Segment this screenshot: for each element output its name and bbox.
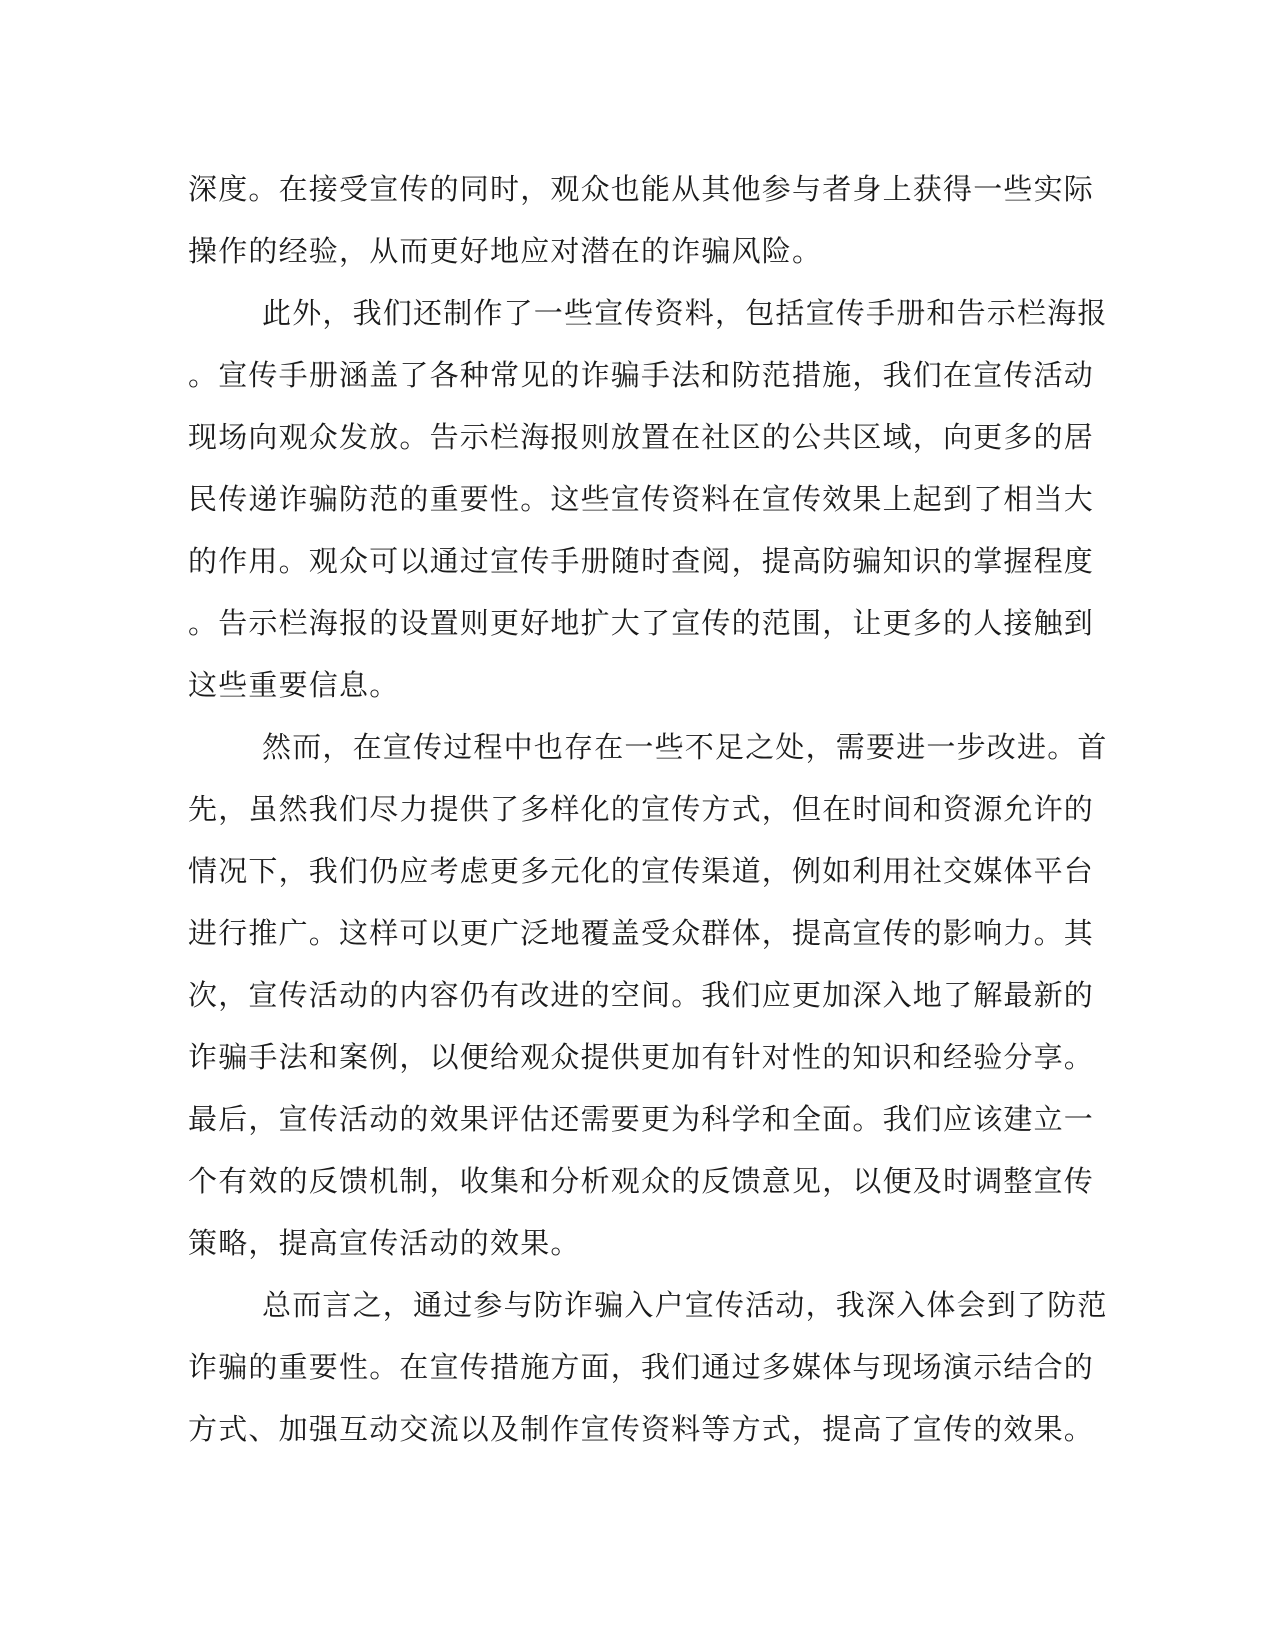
text-line: 此外，我们还制作了一些宣传资料，包括宣传手册和告示栏海报	[262, 296, 1108, 330]
text-line: 这些重要信息。	[188, 668, 400, 702]
document-body	[188, 158, 1108, 1460]
text-line: 深度。在接受宣传的同时，观众也能从其他参与者身上获得一些实际	[188, 172, 1095, 206]
text-line: 情况下，我们仍应考虑更多元化的宣传渠道，例如利用社交媒体平台	[188, 854, 1095, 888]
text-line: 然而，在宣传过程中也存在一些不足之处，需要进一步改进。首	[262, 730, 1108, 764]
text-line: 。告示栏海报的设置则更好地扩大了宣传的范围，让更多的人接触到	[188, 606, 1095, 640]
text-line: 最后，宣传活动的效果评估还需要更为科学和全面。我们应该建立一	[188, 1102, 1095, 1136]
text-line: 进行推广。这样可以更广泛地覆盖受众群体，提高宣传的影响力。其	[188, 916, 1095, 950]
text-line: 。宣传手册涵盖了各种常见的诈骗手法和防范措施，我们在宣传活动	[188, 358, 1095, 392]
text-line: 操作的经验，从而更好地应对潜在的诈骗风险。	[188, 234, 823, 268]
text-line: 诈骗的重要性。在宣传措施方面，我们通过多媒体与现场演示结合的	[188, 1350, 1095, 1384]
text-line: 的作用。观众可以通过宣传手册随时查阅，提高防骗知识的掌握程度	[188, 544, 1095, 578]
text-line: 民传递诈骗防范的重要性。这些宣传资料在宣传效果上起到了相当大	[188, 482, 1095, 516]
text-line: 先，虽然我们尽力提供了多样化的宣传方式，但在时间和资源允许的	[188, 792, 1095, 826]
text-line: 方式、加强互动交流以及制作宣传资料等方式，提高了宣传的效果。	[188, 1412, 1095, 1446]
text-line: 次，宣传活动的内容仍有改进的空间。我们应更加深入地了解最新的	[188, 978, 1095, 1012]
text-line: 现场向观众发放。告示栏海报则放置在社区的公共区域，向更多的居	[188, 420, 1095, 454]
text-line: 诈骗手法和案例，以便给观众提供更加有针对性的知识和经验分享。	[188, 1040, 1095, 1074]
text-line: 策略，提高宣传活动的效果。	[188, 1226, 581, 1260]
text-line: 总而言之，通过参与防诈骗入户宣传活动，我深入体会到了防范	[262, 1288, 1108, 1322]
text-line: 个有效的反馈机制，收集和分析观众的反馈意见，以便及时调整宣传	[188, 1164, 1095, 1198]
